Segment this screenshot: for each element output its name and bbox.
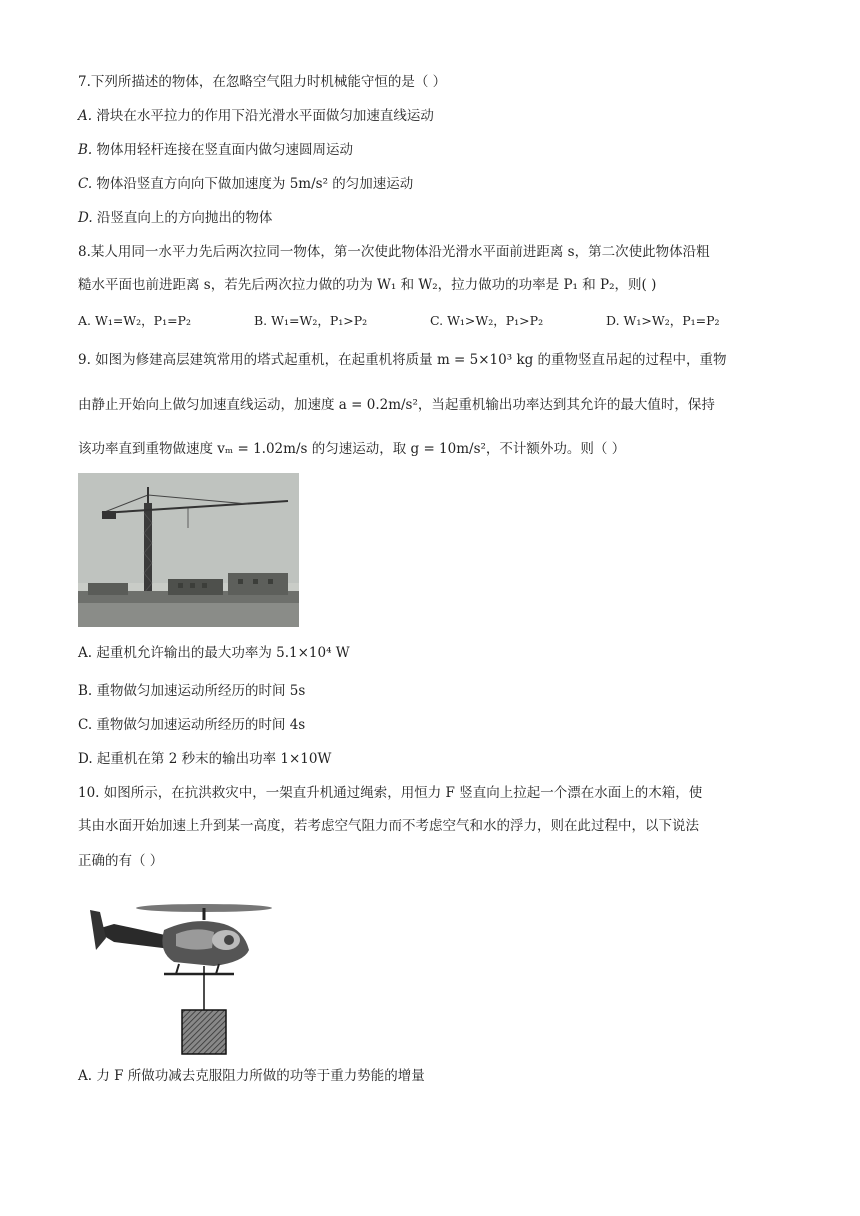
q7-option-a: [78, 107, 434, 125]
option-letter: C.: [78, 176, 93, 192]
option-text: 滑块在水平拉力的作用下沿光滑水平面做匀加速直线运动: [92, 108, 434, 124]
option-text: 物体用轻杆连接在竖直面内做匀速圆周运动: [92, 142, 354, 158]
helicopter-diagram: [84, 890, 274, 1056]
crane-photo: [78, 473, 299, 627]
q9-option-d: D. 起重机在第 2 秒末的输出功率 1×10W: [78, 751, 332, 767]
q9-option-a: A. 起重机允许输出的最大功率为 5.1×10⁴ W: [78, 645, 350, 661]
option-letter: B.: [78, 142, 93, 158]
q8-option-b: B. W₁=W₂，P₁>P₂: [254, 313, 368, 328]
q7-option-b: [78, 141, 353, 159]
q9-stem-line2: 由静止开始向上做匀加速直线运动，加速度 a = 0.2m/s²，当起重机输出功率达到其允许的最大值时，保持: [78, 397, 715, 413]
option-letter: D.: [78, 210, 93, 226]
q8-option-d: D. W₁>W₂，P₁=P₂: [606, 313, 720, 328]
q8-option-a: A. W₁=W₂，P₁=P₂: [78, 313, 191, 328]
q9-stem-line3: 该功率直到重物做速度 vₘ = 1.02m/s 的匀速运动，取 g = 10m/s²，不计额外功。则（ ）: [78, 441, 626, 457]
q8-stem-line1: 8.某人用同一水平力先后两次拉同一物体，第一次使此物体沿光滑水平面前进距离 s，第二次使此物体沿粗: [78, 244, 710, 260]
q10-stem-line3: 正确的有（ ）: [78, 853, 164, 869]
q7-option-d: [78, 209, 272, 227]
q7-stem: 7.下列所描述的物体，在忽略空气阻力时机械能守恒的是（ ）: [78, 74, 447, 90]
q10-option-a: A. 力 F 所做功减去克服阻力所做的功等于重力势能的增量: [78, 1068, 425, 1084]
q10-stem-line1: 10. 如图所示，在抗洪救灾中，一架直升机通过绳索，用恒力 F 竖直向上拉起一个漂在水面上的木箱，使: [78, 785, 703, 801]
q9-stem-line1: 9. 如图为修建高层建筑常用的塔式起重机，在起重机将质量 m = 5×10³ kg 的重物竖直吊起的过程中，重物: [78, 352, 727, 368]
option-letter: A.: [78, 108, 93, 124]
option-text: 物体沿竖直方向向下做加速度为 5m/s² 的匀加速运动: [92, 176, 414, 192]
q8-stem-line2: 糙水平面也前进距离 s，若先后两次拉力做的功为 W₁ 和 W₂，拉力做功的功率是 P₁ 和 P₂，则( ): [78, 277, 657, 293]
q10-stem-line2: 其由水面开始加速上升到某一高度，若考虑空气阻力而不考虑空气和水的浮力，则在此过程中，以下说法: [78, 818, 699, 834]
q9-option-b: B. 重物做匀加速运动所经历的时间 5s: [78, 683, 306, 699]
q8-option-c: C. W₁>W₂，P₁>P₂: [430, 313, 544, 328]
option-text: 沿竖直向上的方向抛出的物体: [92, 210, 273, 226]
q7-option-c: [78, 175, 413, 193]
q9-option-c: C. 重物做匀加速运动所经历的时间 4s: [78, 717, 306, 733]
